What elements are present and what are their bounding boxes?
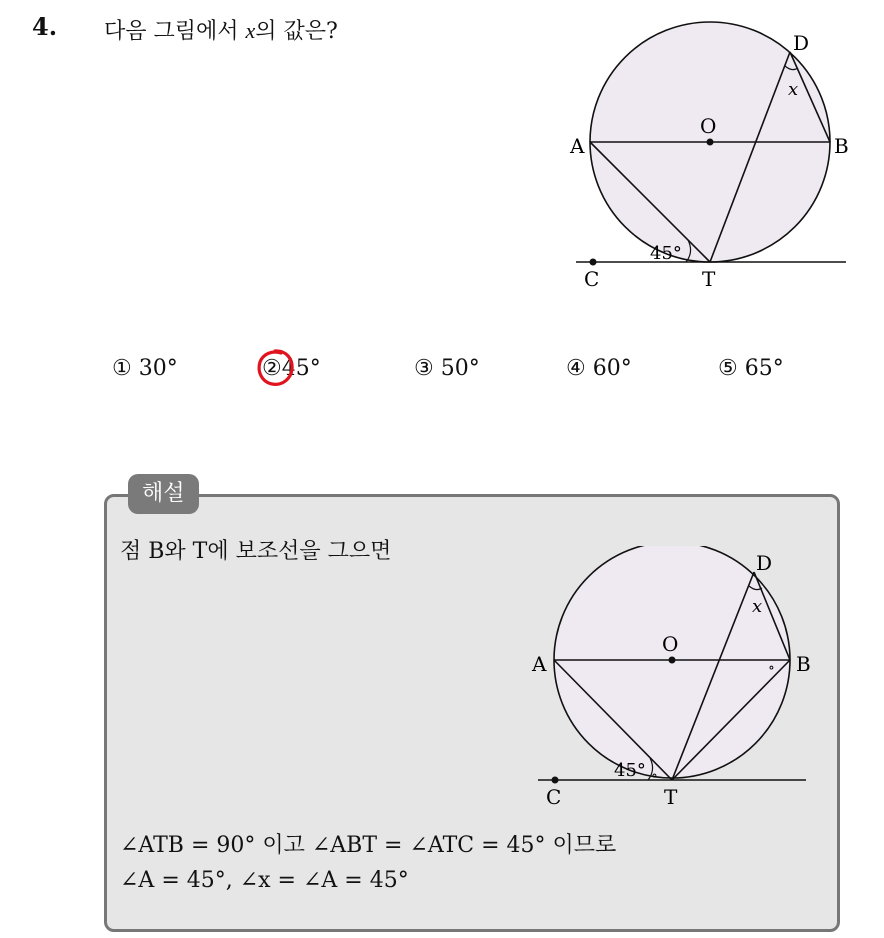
solution-point-c-dot bbox=[552, 777, 559, 784]
question-figure bbox=[560, 20, 860, 300]
solution-label-b: B bbox=[796, 652, 811, 676]
choice-value: 60° bbox=[592, 356, 632, 381]
solution-tag: 해설 bbox=[128, 474, 199, 514]
label-b: B bbox=[834, 134, 849, 158]
solution-line-1: 점 B와 T에 보조선을 그으면 bbox=[120, 539, 392, 564]
label-x: x bbox=[788, 79, 799, 100]
choice-value: 65° bbox=[744, 356, 784, 381]
label-c: C bbox=[584, 267, 600, 291]
solution-label-o: O bbox=[662, 632, 679, 656]
question-variable: x bbox=[245, 18, 256, 43]
choice-2[interactable] bbox=[262, 356, 321, 381]
choice-1[interactable] bbox=[112, 356, 178, 381]
solution-line-3: ∠A = 45°, ∠x = ∠A = 45° bbox=[120, 868, 409, 893]
choice-value: 30° bbox=[138, 356, 178, 381]
choice-5[interactable] bbox=[718, 356, 784, 381]
question-text-prefix: 다음 그림에서 bbox=[104, 19, 246, 44]
choice-marker: ① bbox=[112, 356, 132, 381]
choice-marker: ⑤ bbox=[718, 356, 738, 381]
solution-figure bbox=[526, 546, 826, 816]
label-o: O bbox=[700, 114, 717, 138]
choice-3[interactable] bbox=[414, 356, 480, 381]
solution-label-x: x bbox=[752, 596, 763, 617]
choice-marker: ③ bbox=[414, 356, 434, 381]
label-a: A bbox=[570, 134, 585, 158]
solution-line-2: ∠ATB = 90° 이고 ∠ABT = ∠ATC = 45° 이므로 bbox=[120, 833, 617, 858]
solution-marker-t: ∘ bbox=[651, 768, 658, 784]
choice-marker: ② bbox=[262, 356, 282, 381]
choice-value: 45° bbox=[281, 356, 321, 381]
label-d: D bbox=[793, 31, 810, 55]
answer-choices bbox=[0, 356, 884, 396]
solution-center-dot bbox=[669, 657, 676, 664]
solution-label-a: A bbox=[532, 652, 547, 676]
choice-value: 50° bbox=[440, 356, 480, 381]
point-c-dot bbox=[590, 259, 597, 266]
selected-answer-circle bbox=[254, 347, 296, 389]
solution-label-c: C bbox=[546, 785, 562, 809]
label-45: 45° bbox=[650, 243, 682, 264]
question-text bbox=[104, 14, 338, 45]
center-dot bbox=[707, 139, 714, 146]
label-t: T bbox=[702, 267, 716, 291]
solution-marker-b: ∘ bbox=[768, 660, 775, 676]
choice-marker: ④ bbox=[566, 356, 586, 381]
solution-label-d: D bbox=[756, 551, 773, 575]
question-text-suffix: 의 값은? bbox=[255, 19, 338, 44]
question-number: 4. bbox=[32, 12, 58, 41]
solution-label-45: 45° bbox=[614, 760, 646, 781]
solution-label-t: T bbox=[664, 785, 678, 809]
choice-4[interactable] bbox=[566, 356, 632, 381]
